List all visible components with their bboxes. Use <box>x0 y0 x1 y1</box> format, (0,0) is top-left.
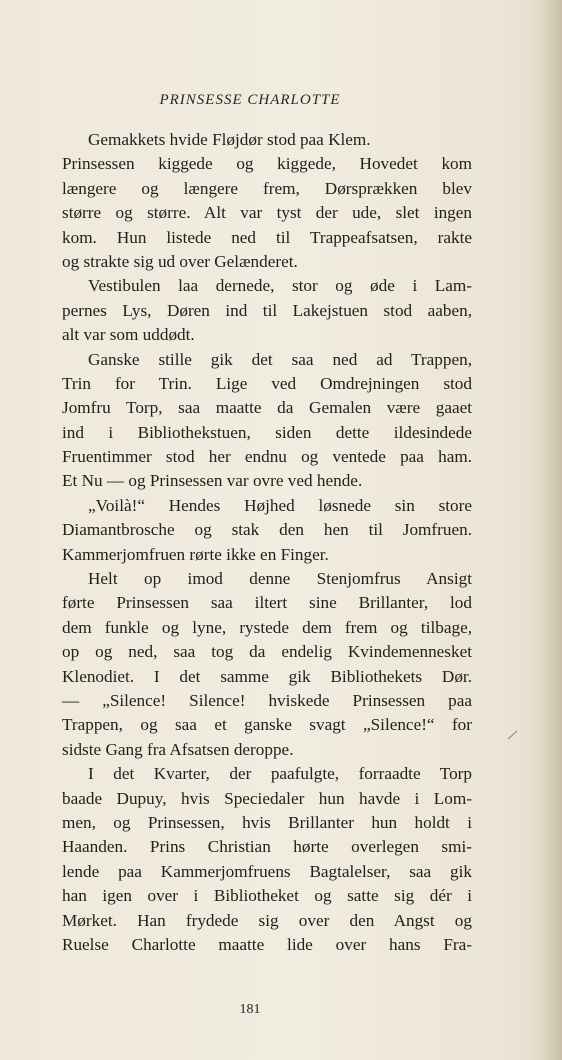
text-line: Prinsessen kiggede og kiggede, Hovedet kom <box>62 154 472 174</box>
text-line: Klenodiet. I det samme gik Bibliothekets Dør. <box>62 666 472 686</box>
text-line: „Voilà!“ Hendes Højhed løsnede sin store <box>88 495 472 515</box>
running-head: PRINSESSE CHARLOTTE <box>159 92 341 108</box>
text-line: baade Dupuy, hvis Speciedaler hun havde i Lom- <box>62 788 472 808</box>
text-line: alt var som uddødt. <box>62 325 195 345</box>
text-line: pernes Lys, Døren ind til Lakejstuen stod aaben, <box>62 300 472 320</box>
text-line: og strakte sig ud over Gelænderet. <box>62 251 298 271</box>
pencil-mark-icon <box>506 728 520 742</box>
text-line: Haanden. Prins Christian hørte overlegen smi- <box>62 837 472 857</box>
text-line: førte Prinsessen saa iltert sine Brillanter, lod <box>62 593 472 613</box>
text-line: — „Silence! Silence! hviskede Prinsessen paa <box>62 690 472 710</box>
text-line: Gemakkets hvide Fløjdør stod paa Klem. <box>88 130 371 149</box>
text-line: han igen over i Bibliotheket og satte sig dér i <box>62 886 472 906</box>
text-line: sidste Gang fra Afsatsen deroppe. <box>62 739 294 759</box>
text-line: lende paa Kammerjomfruens Bagtalelser, saa gik <box>62 861 472 881</box>
text-line: Et Nu — og Prinsessen var ovre ved hende. <box>62 471 363 491</box>
text-line: Trin for Trin. Lige ved Omdrejningen stod <box>62 373 472 393</box>
text-line: Trappen, og saa et ganske svagt „Silence!“ for <box>62 715 472 735</box>
body-text <box>62 128 472 957</box>
text-line: dem funkle og lyne, rystede dem frem og tilbage, <box>62 617 472 637</box>
page-number: 181 <box>239 1002 261 1017</box>
text-line: kom. Hun listede ned til Trappeafsatsen, rakte <box>62 227 472 247</box>
text-line: Ganske stille gik det saa ned ad Trappen, <box>88 349 472 369</box>
text-line: Jomfru Torp, saa maatte da Gemalen være gaaet <box>62 398 472 418</box>
page-edge-shadow <box>540 0 562 1060</box>
text-line: Fruentimmer stod her endnu og ventede paa ham. <box>62 447 472 467</box>
text-line: længere og længere frem, Dørsprækken blev <box>62 178 472 198</box>
text-line: op og ned, saa tog da endelig Kvindemennesket <box>62 642 472 662</box>
text-line: Vestibulen laa dernede, stor og øde i Lam- <box>88 276 472 296</box>
text-line: Mørket. Han frydede sig over den Angst og <box>62 910 472 930</box>
text-line: større og større. Alt var tyst der ude, slet ingen <box>62 203 472 223</box>
text-line: I det Kvarter, der paafulgte, forraadte Torp <box>88 764 472 784</box>
text-line: men, og Prinsessen, hvis Brillanter hun holdt i <box>62 812 472 832</box>
text-line: Kammerjomfruen rørte ikke en Finger. <box>62 544 329 564</box>
text-line: Helt op imod denne Stenjomfrus Ansigt <box>88 569 472 589</box>
text-line: Ruelse Charlotte maatte lide over hans Fra- <box>62 934 472 954</box>
text-line: ind i Bibliothekstuen, siden dette ildesindede <box>62 422 472 442</box>
text-line: Diamantbrosche og stak den hen til Jomfruen. <box>62 520 472 540</box>
